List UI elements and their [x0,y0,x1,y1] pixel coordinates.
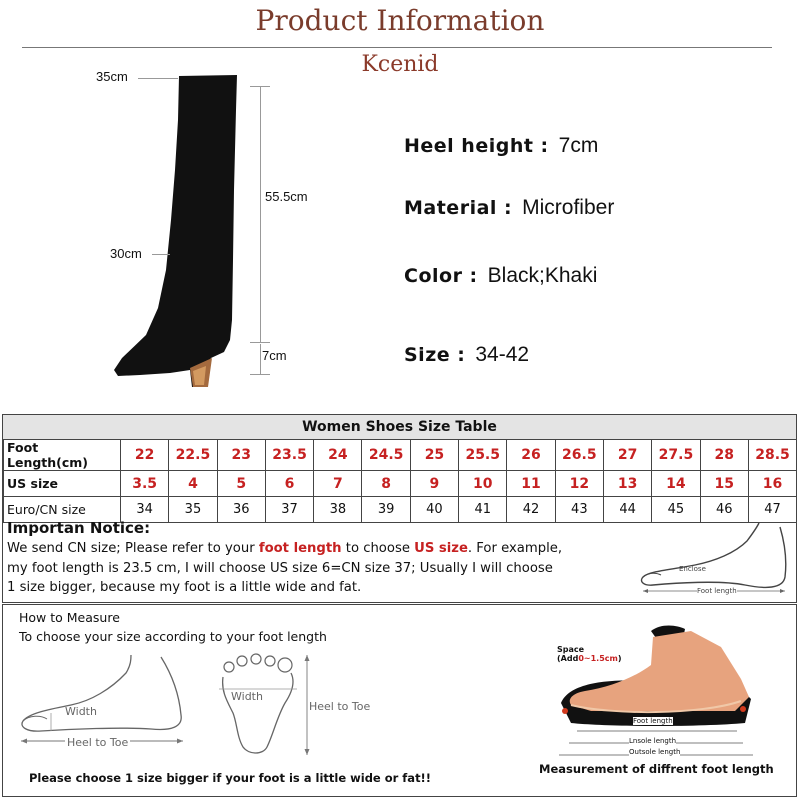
side-width-label: Width [65,705,97,718]
size-cell: 45 [652,497,700,523]
shaft-height-label: 55.5cm [265,189,308,204]
notice-title: Importan Notice: [7,519,151,537]
foot-length-label: Foot length [697,587,737,595]
size-cell: 24.5 [362,440,410,471]
size-cell: 23.5 [265,440,313,471]
notice-text: to choose [341,541,415,556]
size-cell: 47 [748,497,796,523]
size-cell: 27.5 [652,440,700,471]
heel-tick [250,374,270,375]
size-cell: 46 [700,497,748,523]
us-size-row [4,471,797,497]
space-range: 0~1.5cm [578,654,618,663]
spec-label: Material : [404,197,513,219]
size-cell: 35 [169,497,217,523]
spec-size [404,343,529,367]
size-cell: 8 [362,471,410,497]
top-width-line [138,78,178,79]
size-cell: 9 [410,471,458,497]
size-cell: 37 [265,497,313,523]
size-cell: 26.5 [555,440,603,471]
heel-height-line [260,344,261,374]
heel-height-label: 7cm [262,348,287,363]
spec-value: Microfiber [522,196,615,219]
notice-highlight: foot length [258,541,342,556]
measure-heading: How to Measure [19,610,120,625]
insole-length-label: Lnsole length [629,737,677,745]
size-cell: 24 [314,440,362,471]
size-cell: 42 [507,497,555,523]
foot-length-row [4,440,797,471]
size-cell: 38 [314,497,362,523]
size-table-title: Women Shoes Size Table [3,415,796,440]
spec-label: Heel height : [404,135,549,157]
size-cell: 39 [362,497,410,523]
size-cell: 13 [603,471,651,497]
side-heel-to-toe-label: Heel to Toe [67,736,129,749]
row-label: Euro/CN size [4,497,121,523]
measurement-caption: Measurement of diffrent foot length [539,762,774,776]
top-width-label: 35cm [96,69,128,84]
measure-footer: Please choose 1 size bigger if your foot is a little wide or fat!! [29,771,432,785]
notice-line-3: 1 size bigger, because my foot is a little wide and fat. [7,580,362,595]
foot-side-diagram [635,519,795,601]
shaft-tick-bottom [250,342,270,343]
size-table [2,414,797,603]
size-cell: 4 [169,471,217,497]
spec-value: Black;Khaki [487,264,598,287]
spec-material [404,196,614,220]
row-label: Foot Length(cm) [4,440,121,471]
size-cell: 25.5 [459,440,507,471]
top-heel-to-toe-label: Heel to Toe [309,700,371,713]
size-grid [3,439,797,523]
space-close: ) [617,654,622,663]
size-cell: 5 [217,471,265,497]
size-cell: 7 [314,471,362,497]
how-to-measure-panel [2,604,797,797]
top-width-label: Width [231,690,263,703]
size-cell: 10 [459,471,507,497]
size-cell: 23 [217,440,265,471]
size-cell: 41 [459,497,507,523]
size-cell: 16 [748,471,796,497]
header-divider [22,47,772,48]
space-label: Space [557,645,585,654]
size-cell: 14 [652,471,700,497]
spec-value: 7cm [558,134,599,157]
size-cell: 28.5 [748,440,796,471]
notice-text: We send CN size; Please refer to your [7,541,259,556]
size-cell: 6 [265,471,313,497]
calf-width-label: 30cm [110,246,142,261]
shaft-height-line [260,86,261,342]
size-cell: 27 [603,440,651,471]
notice-highlight: US size [414,541,468,556]
size-cell: 12 [555,471,603,497]
size-cell: 36 [217,497,265,523]
brand-name: Kcenid [361,52,439,77]
size-cell: 22 [121,440,169,471]
size-cell: 26 [507,440,555,471]
size-cell: 3.5 [121,471,169,497]
calf-width-line [152,254,170,255]
row-label: US size [4,471,121,497]
enclose-label: Enclose [679,565,706,573]
boot-illustration [100,70,260,400]
page-title: Product Information [255,4,545,37]
size-cell: 11 [507,471,555,497]
size-cell: 43 [555,497,603,523]
spec-color [404,264,597,288]
size-cell: 44 [603,497,651,523]
measure-subheading: To choose your size according to your foot length [19,629,327,644]
size-cell: 40 [410,497,458,523]
foot-length-label: Foot length [633,717,673,725]
notice-line-2: my foot length is 23.5 cm, I will choose US size 6=CN size 37; Usually I will choose [7,561,553,576]
size-cell: 15 [700,471,748,497]
spec-label: Size : [404,344,466,366]
size-cell: 25 [410,440,458,471]
outsole-length-label: Outsole length [629,748,681,756]
space-add-text: (Add [557,654,579,663]
notice-text: . For example, [467,541,563,556]
spec-label: Color : [404,265,478,287]
size-cell: 22.5 [169,440,217,471]
size-cell: 34 [121,497,169,523]
size-cell: 28 [700,440,748,471]
foot-top-outline [215,651,315,759]
spec-value: 34-42 [475,343,530,366]
spec-heel-height [404,134,598,158]
notice-line-1 [7,541,562,556]
space-add [557,654,622,663]
